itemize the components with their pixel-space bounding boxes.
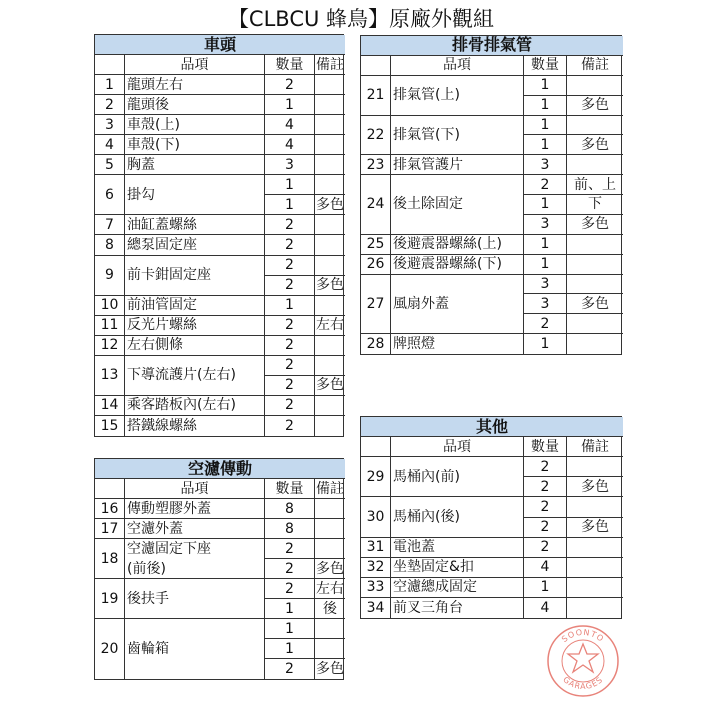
column-header-number [95, 479, 125, 499]
item-quantity: 1 [265, 639, 315, 659]
table-head [94, 34, 344, 437]
item-quantity: 2 [265, 559, 315, 579]
item-quantity: 1 [524, 76, 567, 96]
table-other [360, 416, 622, 619]
item-quantity: 2 [265, 659, 315, 679]
item-number: 2 [95, 95, 125, 115]
item-name: 龍頭後 [125, 95, 265, 115]
item-quantity: 1 [524, 116, 567, 136]
item-name: 馬桶內(前) [391, 457, 524, 497]
item-note [567, 155, 623, 175]
item-quantity: 2 [265, 539, 315, 559]
item-quantity: 3 [524, 215, 567, 235]
item-note [567, 275, 623, 295]
item-note [567, 334, 623, 354]
item-quantity: 4 [524, 598, 567, 618]
item-name: 前油管固定 [125, 296, 265, 316]
item-number: 18 [95, 539, 125, 579]
item-note: 多色 [315, 559, 345, 579]
column-header-number [361, 56, 391, 76]
item-quantity: 2 [524, 175, 567, 195]
item-note: 後 [315, 599, 345, 619]
item-note [567, 235, 623, 255]
item-quantity: 4 [524, 558, 567, 578]
column-header-item: 品項 [125, 479, 265, 499]
item-note [567, 497, 623, 517]
item-number: 14 [95, 396, 125, 416]
item-name: 坐墊固定&扣 [391, 558, 524, 578]
item-name-line-2: (前後) [127, 560, 166, 577]
item-quantity: 1 [524, 578, 567, 598]
item-quantity: 2 [265, 336, 315, 356]
item-note [315, 175, 345, 195]
stamp-top-text: SOONTO [560, 627, 606, 645]
item-quantity: 8 [265, 519, 315, 539]
svg-text:GARAGES [561, 675, 605, 691]
item-number: 13 [95, 356, 125, 396]
page-title: 【CLBCU 蜂鳥】原廠外觀組 [227, 7, 495, 31]
item-note: 多色 [567, 215, 623, 235]
item-quantity: 2 [524, 518, 567, 538]
item-name: 電池蓋 [391, 538, 524, 558]
column-header-note: 備註 [315, 55, 345, 75]
item-quantity: 2 [524, 497, 567, 517]
item-note [315, 519, 345, 539]
item-name: 後扶手 [125, 579, 265, 619]
item-note: 多色 [315, 376, 345, 396]
item-name [125, 539, 265, 579]
item-quantity: 1 [524, 334, 567, 354]
table-title: 空濾傳動 [95, 459, 345, 479]
item-number: 34 [361, 598, 391, 618]
item-note: 前、上 [567, 175, 623, 195]
column-header-note: 備註 [567, 437, 623, 457]
item-quantity: 1 [524, 255, 567, 275]
item-number: 5 [95, 155, 125, 175]
stamp-bottom-text: GARAGES [561, 674, 605, 692]
item-quantity: 1 [265, 195, 315, 215]
column-header-quantity: 數量 [524, 56, 567, 76]
item-note [567, 314, 623, 334]
item-note [567, 598, 623, 618]
item-number: 8 [95, 235, 125, 255]
item-number: 3 [95, 115, 125, 135]
item-note [315, 619, 345, 639]
item-number: 7 [95, 215, 125, 235]
item-note [315, 639, 345, 659]
item-note [315, 95, 345, 115]
column-header-number [361, 437, 391, 457]
column-header-number [95, 55, 125, 75]
item-note: 左右 [315, 579, 345, 599]
item-number: 22 [361, 116, 391, 156]
item-name: 排氣管(上) [391, 76, 524, 116]
shop-stamp-logo [546, 624, 620, 698]
item-name: 後土除固定 [391, 175, 524, 235]
item-name: 空濾外蓋 [125, 519, 265, 539]
item-number: 11 [95, 316, 125, 336]
item-quantity: 1 [265, 175, 315, 195]
item-number: 21 [361, 76, 391, 116]
item-number: 12 [95, 336, 125, 356]
item-quantity: 2 [265, 579, 315, 599]
item-quantity: 2 [265, 356, 315, 376]
table-title: 車頭 [95, 35, 345, 55]
item-quantity: 1 [265, 619, 315, 639]
table-title: 其他 [361, 417, 623, 437]
item-quantity: 8 [265, 499, 315, 519]
item-note [315, 135, 345, 155]
item-note [567, 116, 623, 136]
item-quantity: 1 [265, 95, 315, 115]
item-number: 1 [95, 75, 125, 95]
item-note [567, 558, 623, 578]
item-quantity: 2 [265, 316, 315, 336]
item-quantity: 2 [265, 416, 315, 436]
item-name: 排氣管護片 [391, 155, 524, 175]
item-number: 27 [361, 275, 391, 335]
item-name: 搭鐵線螺絲 [125, 416, 265, 436]
item-quantity: 1 [524, 135, 567, 155]
item-quantity: 2 [524, 538, 567, 558]
item-name: 龍頭左右 [125, 75, 265, 95]
column-header-item: 品項 [125, 55, 265, 75]
item-quantity: 2 [265, 235, 315, 255]
item-note [315, 296, 345, 316]
item-quantity: 2 [524, 314, 567, 334]
column-header-item: 品項 [391, 437, 524, 457]
item-note [567, 578, 623, 598]
column-header-item: 品項 [391, 56, 524, 76]
item-name: 反光片螺絲 [125, 316, 265, 336]
item-number: 24 [361, 175, 391, 235]
item-note: 多色 [567, 96, 623, 116]
item-note [567, 76, 623, 96]
item-quantity: 2 [265, 215, 315, 235]
item-number: 29 [361, 457, 391, 497]
table-title: 排骨排氣管 [361, 36, 623, 56]
item-note [315, 356, 345, 376]
item-number: 25 [361, 235, 391, 255]
item-note [315, 396, 345, 416]
item-note: 下 [567, 195, 623, 215]
item-name: 齒輪箱 [125, 619, 265, 679]
item-note [567, 255, 623, 275]
item-note [315, 115, 345, 135]
item-number: 33 [361, 578, 391, 598]
item-name: 牌照燈 [391, 334, 524, 354]
item-number: 16 [95, 499, 125, 519]
item-note [567, 538, 623, 558]
table-exhaust [360, 35, 622, 355]
item-quantity: 1 [265, 599, 315, 619]
item-quantity: 2 [265, 75, 315, 95]
item-note [315, 75, 345, 95]
item-quantity: 4 [265, 135, 315, 155]
star-icon [568, 644, 598, 672]
item-note [315, 235, 345, 255]
item-note: 多色 [567, 294, 623, 314]
item-number: 9 [95, 256, 125, 296]
item-quantity: 2 [524, 457, 567, 477]
item-name: 前卡鉗固定座 [125, 256, 265, 296]
item-note [315, 499, 345, 519]
item-name: 左右側條 [125, 336, 265, 356]
item-note: 多色 [315, 276, 345, 296]
item-quantity: 2 [265, 396, 315, 416]
item-note: 多色 [567, 135, 623, 155]
item-name: 馬桶內(後) [391, 497, 524, 537]
item-note [315, 336, 345, 356]
item-note [315, 215, 345, 235]
item-number: 26 [361, 255, 391, 275]
item-quantity: 1 [524, 96, 567, 116]
item-name: 傳動塑膠外蓋 [125, 499, 265, 519]
item-note: 左右 [315, 316, 345, 336]
item-name: 風扇外蓋 [391, 275, 524, 335]
item-note: 多色 [316, 661, 344, 677]
item-quantity: 4 [265, 115, 315, 135]
item-quantity: 1 [524, 195, 567, 215]
item-note [315, 256, 345, 276]
column-header-note: 備註 [315, 479, 345, 499]
item-quantity: 2 [524, 477, 567, 497]
item-name: 乘客踏板內(左右) [125, 396, 265, 416]
item-quantity: 2 [265, 276, 315, 296]
item-number: 15 [95, 416, 125, 436]
column-header-note: 備註 [567, 56, 623, 76]
item-quantity: 3 [265, 155, 315, 175]
item-name: 空濾總成固定 [391, 578, 524, 598]
item-name: 車殼(下) [125, 135, 265, 155]
item-number: 20 [95, 619, 125, 679]
item-number: 17 [95, 519, 125, 539]
item-number: 32 [361, 558, 391, 578]
item-note: 多色 [567, 477, 623, 497]
item-number: 19 [95, 579, 125, 619]
item-name: 胸蓋 [125, 155, 265, 175]
item-name: 油缸蓋螺絲 [125, 215, 265, 235]
item-number: 31 [361, 538, 391, 558]
item-name: 下導流護片(左右) [125, 356, 265, 396]
item-quantity: 2 [265, 376, 315, 396]
item-number: 10 [95, 296, 125, 316]
item-quantity: 1 [265, 296, 315, 316]
item-name: 後避震器螺絲(上) [391, 235, 524, 255]
item-quantity: 3 [524, 294, 567, 314]
item-name: 後避震器螺絲(下) [391, 255, 524, 275]
item-number: 23 [361, 155, 391, 175]
item-note [315, 155, 345, 175]
item-quantity: 2 [265, 256, 315, 276]
item-note [567, 457, 623, 477]
column-header-quantity: 數量 [265, 55, 315, 75]
item-name: 前叉三角台 [391, 598, 524, 618]
item-note: 多色 [567, 518, 623, 538]
item-quantity: 1 [524, 235, 567, 255]
item-name: 掛勾 [125, 175, 265, 215]
item-number: 30 [361, 497, 391, 537]
item-quantity: 3 [524, 275, 567, 295]
item-name: 排氣管(下) [391, 116, 524, 156]
item-name: 車殼(上) [125, 115, 265, 135]
column-header-quantity: 數量 [524, 437, 567, 457]
item-number: 4 [95, 135, 125, 155]
column-header-quantity: 數量 [265, 479, 315, 499]
item-note [315, 416, 345, 436]
item-name-line-1: 空濾固定下座 [127, 540, 211, 557]
table-filter-transmission [94, 458, 344, 680]
item-quantity: 3 [524, 155, 567, 175]
item-number: 28 [361, 334, 391, 354]
item-name: 總泵固定座 [125, 235, 265, 255]
item-number: 6 [95, 175, 125, 215]
item-note [315, 539, 345, 559]
item-note: 多色 [315, 195, 345, 215]
